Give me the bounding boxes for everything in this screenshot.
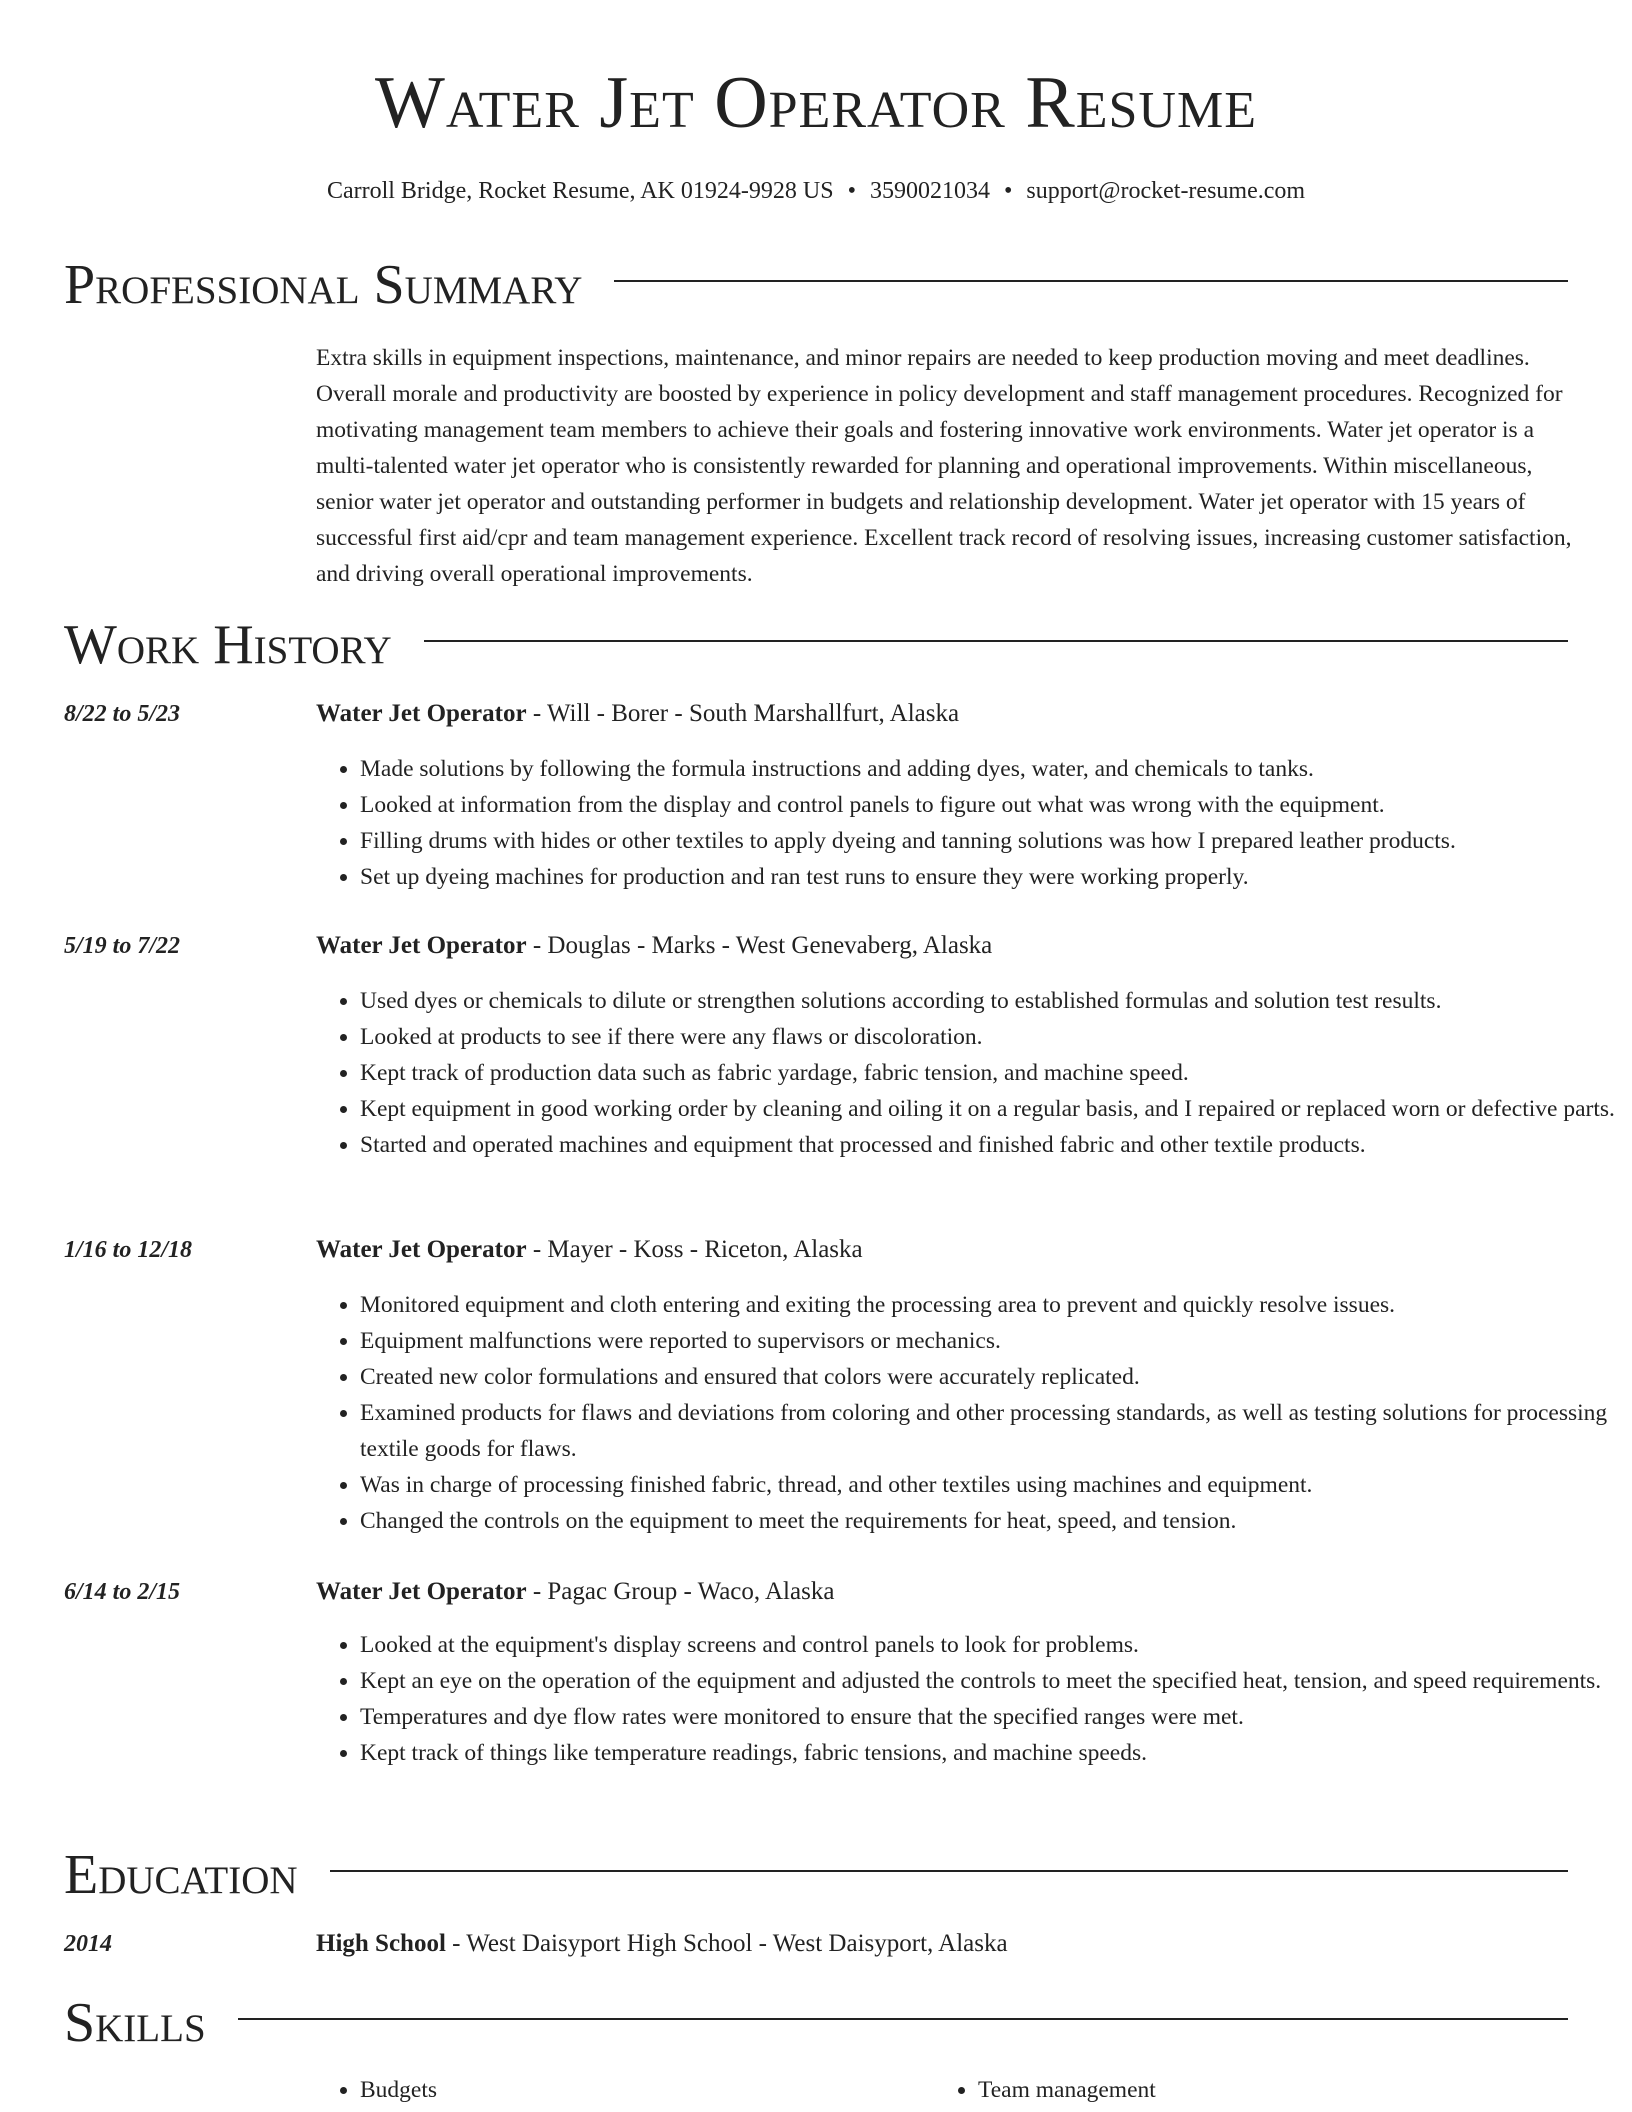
job-bullet-list	[316, 1287, 1622, 1539]
education-year: 2014	[64, 1931, 112, 1957]
skill-item: • Budgets	[360, 2074, 437, 2106]
job-bullet: • Monitored equipment and cloth entering and exiting the processing area to prevent and quickly resolve issues.	[360, 1287, 1622, 1323]
skill-item: • Team management	[978, 2074, 1156, 2106]
job-bullet-list	[316, 751, 1622, 895]
section-title-education: Education	[64, 1844, 298, 1906]
job-dates: 1/16 to 12/18	[64, 1237, 193, 1263]
job-header	[316, 697, 1578, 731]
job-header	[316, 1575, 1578, 1609]
job-title: Water Jet Operator	[316, 932, 527, 959]
job-bullet: • Equipment malfunctions were reported to supervisors or mechanics.	[360, 1323, 1622, 1359]
job-bullet: • Set up dyeing machines for production and ran test runs to ensure they were working properly.	[360, 859, 1622, 895]
education-section-header	[64, 1842, 1568, 1908]
education-details: - West Daisyport High School - West Daisyport, Alaska	[445, 1930, 1008, 1957]
work-section-header	[64, 612, 1568, 678]
job-bullet: • Examined products for flaws and deviations from coloring and other processing standards, as well as testing solutions for processing textile goods for flaws.	[360, 1395, 1622, 1467]
education-header	[316, 1927, 1578, 1961]
job-bullet: • Changed the controls on the equipment to meet the requirements for heat, speed, and tension.	[360, 1503, 1622, 1539]
section-divider	[424, 640, 1568, 642]
job-bullet: • Kept track of things like temperature readings, fabric tensions, and machine speeds.	[360, 1735, 1622, 1771]
job-bullet-list	[316, 983, 1622, 1163]
job-bullet: • Looked at products to see if there were any flaws or discoloration.	[360, 1019, 1622, 1055]
section-divider	[238, 2018, 1568, 2020]
contact-separator: •	[1003, 178, 1013, 204]
job-dates: 8/22 to 5/23	[64, 701, 181, 727]
job-bullet: • Kept an eye on the operation of the equipment and adjusted the controls to meet the specified heat, tension, and speed requirements.	[360, 1663, 1622, 1699]
job-title: Water Jet Operator	[316, 1236, 527, 1263]
job-dates: 5/19 to 7/22	[64, 933, 181, 959]
education-degree: High School	[316, 1930, 446, 1957]
section-divider	[330, 1870, 1568, 1872]
section-title-summary: Professional Summary	[64, 254, 583, 316]
job-bullet: • Looked at the equipment's display screens and control panels to look for problems.	[360, 1627, 1622, 1663]
job-bullet: • Used dyes or chemicals to dilute or strengthen solutions according to established formulas and solution test results.	[360, 983, 1622, 1019]
section-divider	[614, 280, 1568, 282]
job-header	[316, 929, 1578, 963]
job-bullet: • Made solutions by following the formula instructions and adding dyes, water, and chemicals to tanks.	[360, 751, 1622, 787]
contact-address: Carroll Bridge, Rocket Resume, AK 01924-9928 US	[326, 178, 834, 204]
job-details: - Mayer - Koss - Riceton, Alaska	[526, 1236, 863, 1263]
contact-email: support@rocket-resume.com	[1026, 178, 1306, 204]
contact-line	[0, 174, 1632, 208]
job-bullet: • Kept equipment in good working order by cleaning and oiling it on a regular basis, and I repaired or replaced worn or defective parts.	[360, 1091, 1622, 1127]
skills-column	[316, 2074, 437, 2106]
job-bullet: • Was in charge of processing finished fabric, thread, and other textiles using machines and equipment.	[360, 1467, 1622, 1503]
job-bullet: • Temperatures and dye flow rates were monitored to ensure that the specified ranges were met.	[360, 1699, 1622, 1735]
section-title-skills: Skills	[64, 1992, 206, 2054]
job-bullet: • Kept track of production data such as fabric yardage, fabric tension, and machine speed.	[360, 1055, 1622, 1091]
job-dates: 6/14 to 2/15	[64, 1579, 181, 1605]
job-details: - Will - Borer - South Marshallfurt, Alaska	[526, 700, 960, 727]
contact-phone: 3590021034	[869, 178, 990, 204]
job-title: Water Jet Operator	[316, 700, 527, 727]
section-title-work: Work History	[64, 614, 392, 676]
job-bullet: • Started and operated machines and equipment that processed and finished fabric and other textile products.	[360, 1127, 1622, 1163]
job-bullet: • Filling drums with hides or other textiles to apply dyeing and tanning solutions was how I prepared leather products.	[360, 823, 1622, 859]
summary-text: Extra skills in equipment inspections, maintenance, and minor repairs are needed to keep production moving and meet deadlines. Overall morale and productivity are boosted by experience in policy development and staff management procedures. Recognized for motivating management team members to achieve their goals and fostering innovative work environments. Water jet operator is a multi-talented water jet operator who is consistently rewarded for planning and operational improvements. Within miscellaneous, senior water jet operator and outstanding performer in budgets and relationship development. Water jet operator with 15 years of successful first aid/cpr and team management experience. Excellent track record of resolving issues, increasing customer satisfaction, and driving overall operational improvements.	[316, 345, 1572, 587]
contact-separator: •	[847, 178, 856, 204]
job-details: - Douglas - Marks - West Genevaberg, Alaska	[526, 932, 993, 959]
skills-column	[934, 2074, 1156, 2106]
job-details: - Pagac Group - Waco, Alaska	[526, 1578, 835, 1605]
job-bullet: • Created new color formulations and ensured that colors were accurately replicated.	[360, 1359, 1622, 1395]
job-header	[316, 1233, 1578, 1267]
job-title: Water Jet Operator	[316, 1578, 527, 1605]
summary-section-header	[64, 252, 1568, 318]
job-bullet-list	[316, 1627, 1622, 1771]
resume-title: Water Jet Operator Resume	[375, 62, 1257, 144]
job-bullet: • Looked at information from the display and control panels to figure out what was wrong with the equipment.	[360, 787, 1622, 823]
skills-section-header	[64, 1990, 1568, 2056]
